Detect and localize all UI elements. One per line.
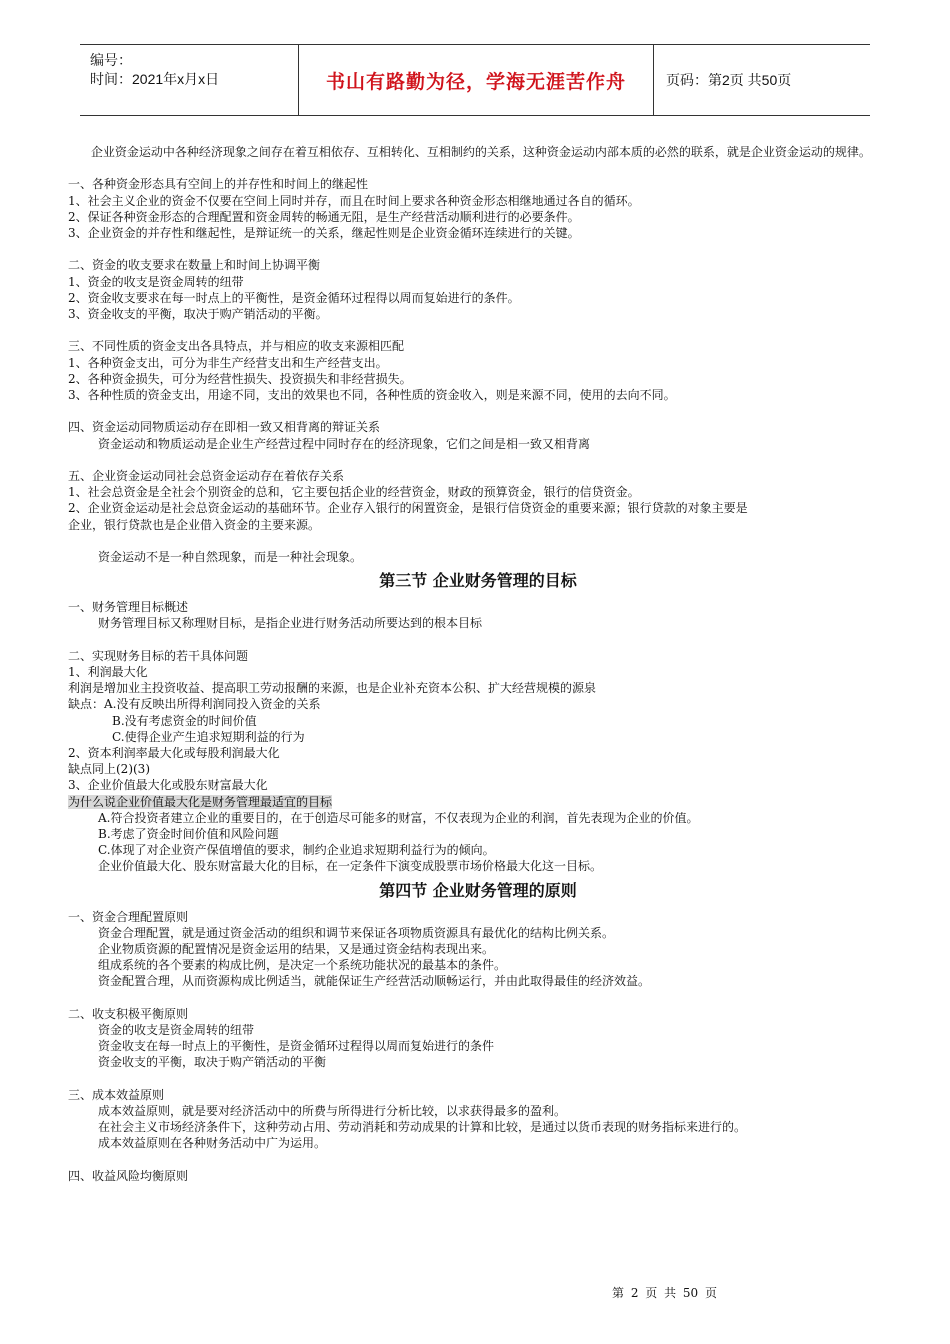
paragraph: 资金运动不是一种自然现象，而是一种社会现象。 [98,549,363,564]
list-item: C.体现了对企业资产保值增值的要求，制约企业追求短期利益行为的倾向。 [98,843,495,858]
list-item: 2、资本利润率最大化或每股利润最大化 [68,746,280,760]
highlighted-question: 为什么说企业价值最大化是财务管理最适宜的目标 [68,794,333,809]
heading-item: 四、收益风险均衡原则 [68,1168,189,1183]
heading-item: 一、财务管理目标概述 [68,600,189,615]
paragraph: 成本效益原则，就是要对经济活动中的所费与所得进行分析比较，以求获得最多的盈利。 [98,1104,567,1119]
list-item: 3、资金收支的平衡，取决于购产销活动的平衡。 [68,307,328,321]
number-label: 编号： [90,52,132,68]
list-item: C.使得企业产生追求短期利益的行为 [112,729,305,744]
list-item: 2、保证各种资金形态的合理配置和资金周转的畅通无阻，是生产经营活动顺利进行的必要条件。 [68,209,580,224]
header-page-cell [654,45,870,115]
paragraph: 企业物质资源的配置情况是资金运用的结果，又是通过资金结构表现出来。 [98,942,495,957]
page-header [80,44,870,116]
list-item: 1、资金的收支是资金周转的纽带 [68,274,244,289]
paragraph: 资金运动和物质运动是企业生产经营过程中同时存在的经济现象，它们之间是相一致又相背离 [98,436,591,451]
paragraph: 财务管理目标又称理财目标，是指企业进行财务活动所要达到的根本目标 [98,616,483,631]
paragraph: 资金收支的平衡，取决于购产销活动的平衡 [98,1055,327,1070]
list-item: 1、社会主义企业的资金不仅要在空间上同时并存，而且在时间上要求各种资金形态相继地通过各自的循环。 [68,193,640,208]
heading-item: 二、资金的收支要求在数量上和时间上协调平衡 [68,258,321,273]
section-title: 第四节 企业财务管理的原则 [379,880,577,900]
paragraph: 资金的收支是资金周转的纽带 [98,1023,255,1038]
list-item: 缺点同上(2)(3) [68,762,150,777]
paragraph: 资金合理配置，就是通过资金活动的组织和调节来保证各项物质资源具有最优化的结构比例关系。 [98,925,615,940]
list-item: 2、各种资金损失，可分为经营性损失、投资损失和非经营损失。 [68,371,412,386]
list-item: B.没有考虑资金的时间价值 [112,713,257,728]
page-footer: 第 2 页 共 50 页 [612,1286,717,1300]
list-item: 1、社会总资金是全社会个别资金的总和，它主要包括企业的经营资金，财政的预算资金，银行的信贷资金。 [68,485,640,500]
paragraph: 资金收支在每一时点上的平衡性，是资金循环过程得以周而复始进行的条件 [98,1039,495,1054]
list-item: B.考虑了资金时间价值和风险问题 [98,827,279,842]
list-item: 企业，银行贷款也是企业借入资金的主要来源。 [68,517,321,532]
heading-item: 三、成本效益原则 [68,1087,165,1102]
list-item: 2、企业资金运动是社会总资金运动的基础环节。企业存入银行的闲置资金，是银行信贷资金的重要来源；银行贷款的对象主要是 [68,501,748,516]
document-body [68,144,888,1184]
paragraph: 资金配置合理，从而资源构成比例适当，就能保证生产经营活动顺畅运行，并由此取得最佳的经济效益。 [98,974,651,989]
heading-item: 四、资金运动同物质运动存在即相一致又相背离的辩证关系 [68,420,381,435]
list-item: 3、企业价值最大化或股东财富最大化 [68,778,268,793]
heading-item: 一、各种资金形态具有空间上的并存性和时间上的继起性 [68,177,369,192]
paragraph: 成本效益原则在各种财务活动中广为运用。 [98,1136,327,1151]
page-label: 页码：第2页 共50页 [666,72,792,88]
section-title: 第三节 企业财务管理的目标 [379,571,577,591]
paragraph: 企业价值最大化、股东财富最大化的目标，在一定条件下演变成股票市场价格最大化这一目标。 [98,859,603,874]
list-item: 3、企业资金的并存性和继起性，是辩证统一的关系，继起性则是企业资金循环连续进行的关键。 [68,226,580,240]
list-item: 1、利润最大化 [68,664,148,679]
header-motto-cell [298,45,654,115]
time-label: 时间：2021年x月x日 [90,71,220,87]
paragraph: 组成系统的各个要素的构成比例，是决定一个系统功能状况的最基本的条件。 [98,958,507,973]
paragraph: 利润是增加业主投资收益、提高职工劳动报酬的来源，也是企业补充资本公积、扩大经营规模的源泉 [68,681,597,696]
list-item: 1、各种资金支出，可分为非生产经营支出和生产经营支出。 [68,355,388,370]
heading-item: 五、企业资金运动同社会总资金运动存在着依存关系 [68,468,345,483]
list-item: 2、资金收支要求在每一时点上的平衡性，是资金循环过程得以周而复始进行的条件。 [68,290,520,305]
heading-item: 二、实现财务目标的若干具体问题 [68,648,249,663]
list-item: A.符合投资者建立企业的重要目的，在于创造尽可能多的财富，不仅表现为企业的利润，首先表现为企业的价值。 [98,810,699,825]
motto-text: 书山有路勤为径，学海无涯苦作舟 [325,70,626,93]
paragraph: 在社会主义市场经济条件下，这种劳动占用、劳动消耗和劳动成果的计算和比较，是通过以货币表现的财务指标来进行的。 [98,1120,747,1135]
heading-item: 一、资金合理配置原则 [68,909,189,924]
paragraph: 企业资金运动中各种经济现象之间存在着互相依存、互相转化、互相制约的关系，这种资金运动内部本质的必然的联系，就是企业资金运动的规律。 [90,145,871,159]
heading-item: 二、收支积极平衡原则 [68,1006,189,1021]
list-item: 3、各种性质的资金支出，用途不同，支出的效果也不同，各种性质的资金收入，则是来源不同，使用的去向不同。 [68,388,676,402]
header-meta [80,45,298,115]
heading-item: 三、不同性质的资金支出各具特点，并与相应的收支来源相匹配 [68,339,405,354]
list-item: 缺点：A.没有反映出所得利润同投入资金的关系 [68,697,321,712]
